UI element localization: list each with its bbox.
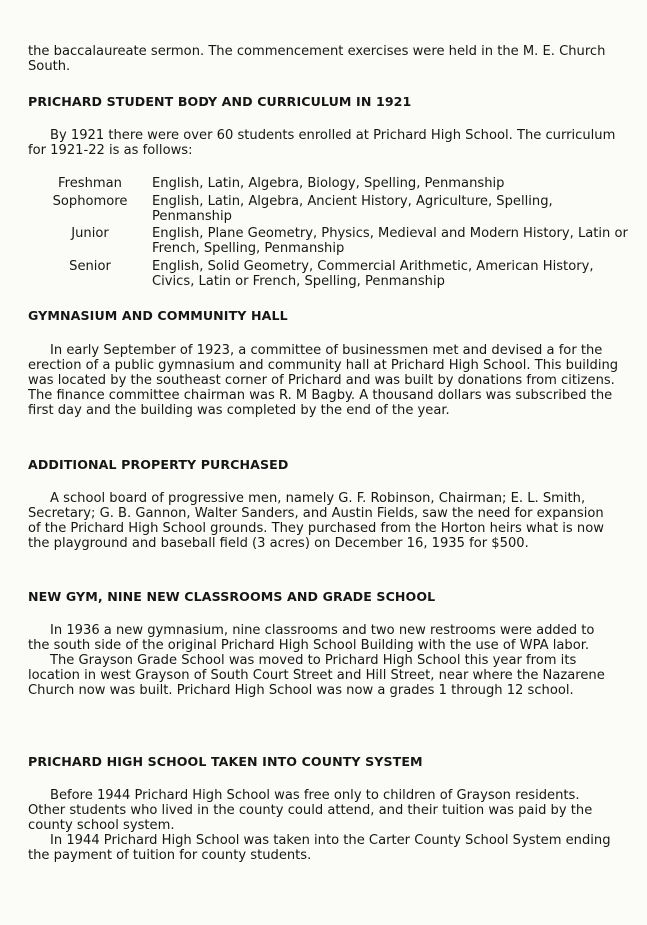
intro-paragraph: the baccalaureate sermon. The commencement exercises were held in the M. E. Church South. xyxy=(28,44,606,74)
curriculum-subjects: English, Plane Geometry, Physics, Medieval and Modern History, Latin or French, Spelling, Penmanship xyxy=(152,226,628,256)
section-heading-gymnasium: GYMNASIUM AND COMMUNITY HALL xyxy=(28,308,288,323)
curriculum-subjects: English, Solid Geometry, Commercial Arithmetic, American History, Civics, Latin or French, Spelling, Penmanship xyxy=(152,259,594,289)
grade-school-paragraph: The Grayson Grade School was moved to Prichard High School this year from its location in west Grayson of South Court Street and Hill Street, near where the Nazarene Church now was built. Prichard High School was now a grades 1 through 12 school. xyxy=(28,653,605,698)
curriculum-table xyxy=(28,176,628,289)
curriculum-row xyxy=(28,259,628,289)
new-gym-text xyxy=(28,623,620,698)
section-heading-new-gym: NEW GYM, NINE NEW CLASSROOMS AND GRADE SCHOOL xyxy=(28,589,436,604)
tuition-paragraph: Before 1944 Prichard High School was free only to children of Grayson residents. Other students who lived in the county could attend, and their tuition was paid by the county school system. xyxy=(28,788,593,833)
curriculum-grade: Sophomore xyxy=(52,194,128,209)
curriculum-row xyxy=(28,176,628,194)
curriculum-subjects: English, Latin, Algebra, Ancient History, Agriculture, Spelling, Penmanship xyxy=(152,194,553,224)
property-paragraph: A school board of progressive men, namely G. F. Robinson, Chairman; E. L. Smith, Secretary; G. B. Gannon, Walter Sanders, and Austin Fields, saw the need for expansion of the Prichard High School grounds. They purchased from the Horton heirs what is now the playground and baseball field (3 acres) on December 16, 1935 for $500. xyxy=(28,491,604,551)
new-gym-paragraph: In 1936 a new gymnasium, nine classrooms and two new restrooms were added to the south side of the original Prichard High School Building with the use of WPA labor. xyxy=(28,623,595,653)
curriculum-grade: Freshman xyxy=(58,176,122,191)
county-system-paragraph: In 1944 Prichard High School was taken into the Carter County School System ending the payment of tuition for county students. xyxy=(28,833,611,863)
section-heading-student-body: PRICHARD STUDENT BODY AND CURRICULUM IN 1921 xyxy=(28,94,412,109)
curriculum-grade: Junior xyxy=(71,226,109,241)
gymnasium-paragraph: In early September of 1923, a committee of businessmen met and devised a for the erection of a public gymnasium and community hall at Prichard High School. This building was located by the southeast corner of Prichard and was built by donations from citizens. The finance committee chairman was R. M Bagby. A thousand dollars was subscribed the first day and the building was completed by the end of the year. xyxy=(28,343,619,418)
curriculum-row xyxy=(28,194,628,226)
county-system-text xyxy=(28,788,620,863)
section-heading-property: ADDITIONAL PROPERTY PURCHASED xyxy=(28,457,289,472)
curriculum-row xyxy=(28,226,628,259)
curriculum-grade: Senior xyxy=(69,259,111,274)
curriculum-subjects: English, Latin, Algebra, Biology, Spelling, Penmanship xyxy=(152,176,505,191)
section-heading-county-system: PRICHARD HIGH SCHOOL TAKEN INTO COUNTY SYSTEM xyxy=(28,754,423,769)
student-body-paragraph: By 1921 there were over 60 students enrolled at Prichard High School. The curriculum for 1921-22 is as follows: xyxy=(28,128,616,158)
